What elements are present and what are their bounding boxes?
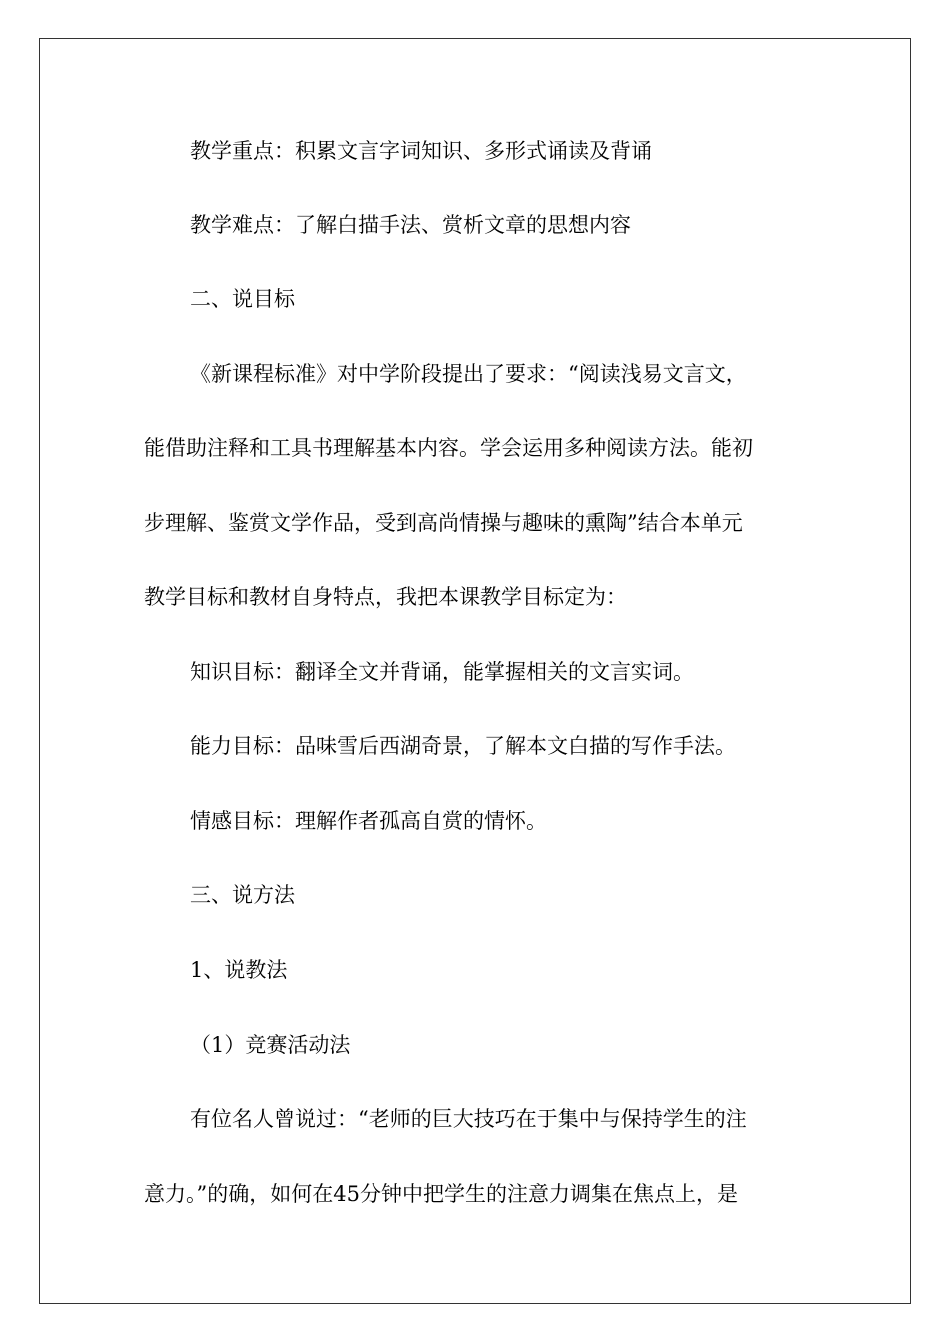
section-heading-objectives: 二、说目标 <box>190 287 295 311</box>
text-line-teaching-focus: 教学重点：积累文言字词知识、多形式诵读及背诵 <box>190 139 652 163</box>
text-line-curriculum-1: 《新课程标准》对中学阶段提出了要求：“阅读浅易文言文， <box>190 362 747 386</box>
text-line-curriculum-4: 教学目标和教材自身特点，我把本课教学目标定为： <box>144 585 627 609</box>
subsection-heading-competition: （1）竞赛活动法 <box>190 1033 351 1057</box>
text-line-ability-goal: 能力目标：品味雪后西湖奇景，了解本文白描的写作手法。 <box>190 734 736 758</box>
text-line-emotion-goal: 情感目标：理解作者孤高自赏的情怀。 <box>190 809 547 833</box>
text-line-curriculum-2: 能借助注释和工具书理解基本内容。学会运用多种阅读方法。能初 <box>144 436 753 460</box>
text-line-teaching-difficulty: 教学难点：了解白描手法、赏析文章的思想内容 <box>190 213 631 237</box>
text-line-quote-2: 意力。”的确，如何在45分钟中把学生的注意力调集在焦点上，是 <box>144 1182 738 1206</box>
text-line-knowledge-goal: 知识目标：翻译全文并背诵，能掌握相关的文言实词。 <box>190 660 694 684</box>
text-line-curriculum-3: 步理解、鉴赏文学作品，受到高尚情操与趣味的熏陶”结合本单元 <box>144 511 743 535</box>
section-heading-methods: 三、说方法 <box>190 883 295 907</box>
subsection-heading-teaching-method: 1、说教法 <box>190 958 288 982</box>
text-line-quote-1: 有位名人曾说过：“老师的巨大技巧在于集中与保持学生的注 <box>190 1107 747 1131</box>
